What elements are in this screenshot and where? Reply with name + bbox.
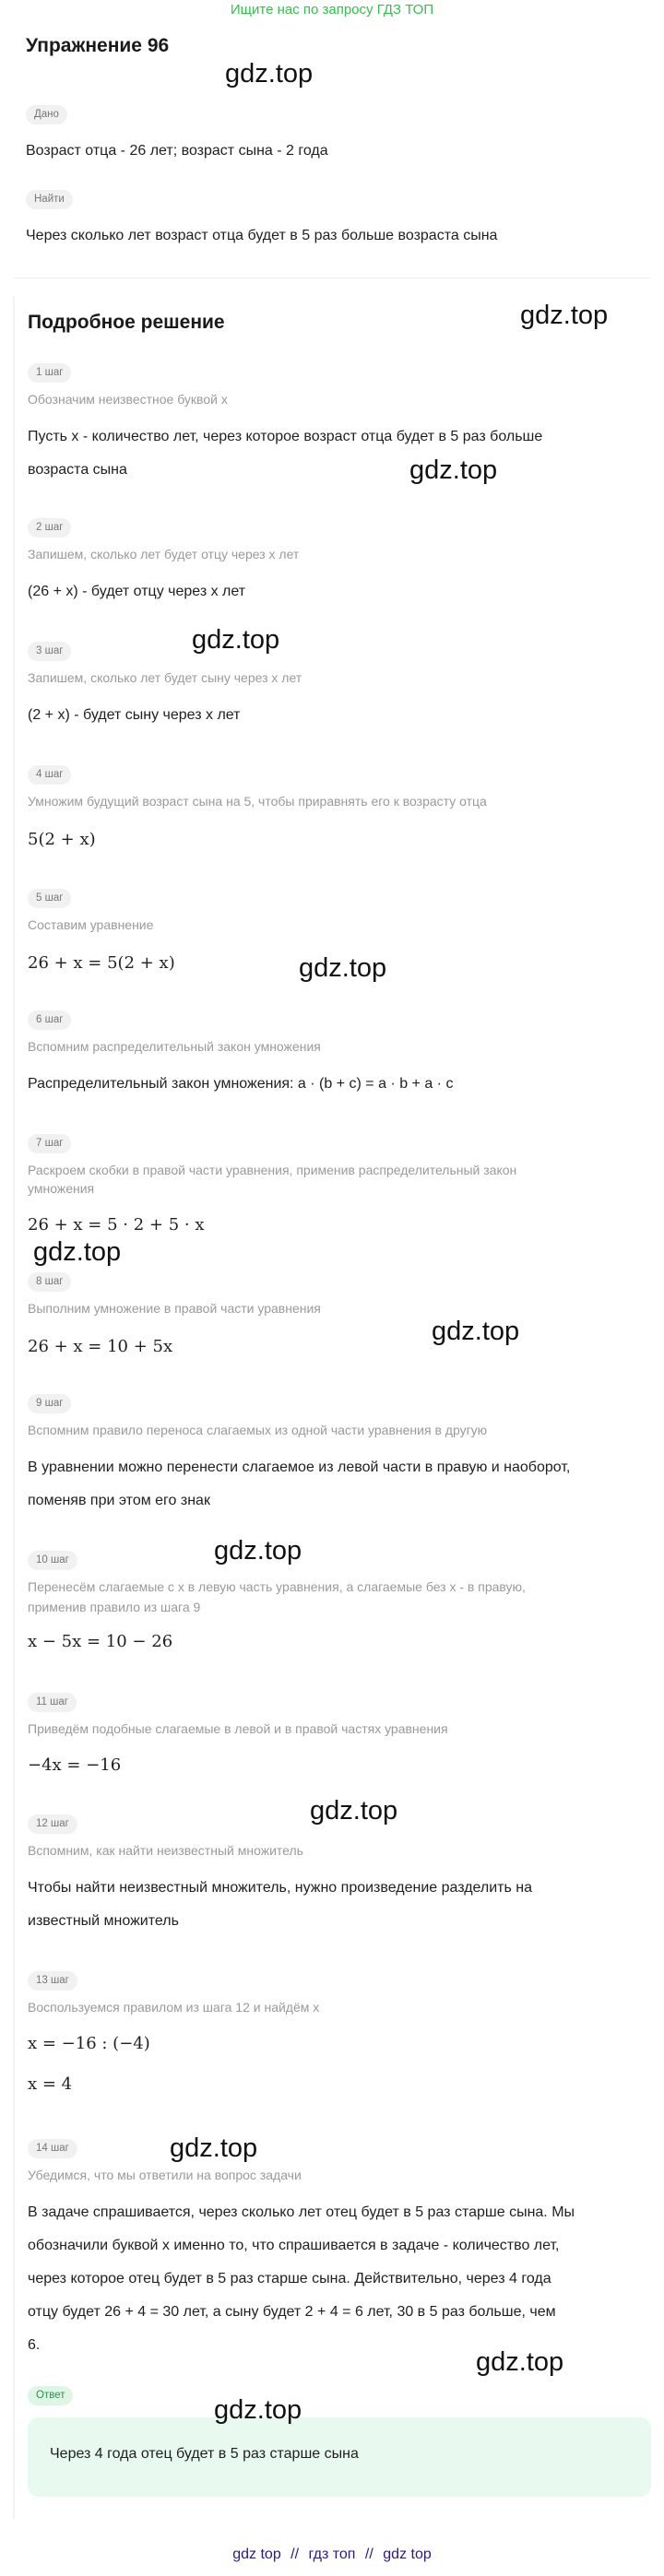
step-hint: Приведём подобные слагаемые в левой и в правой частях уравнения <box>28 1721 448 1736</box>
watermark: gdz.top <box>520 301 609 330</box>
step-chip: 13 шаг <box>28 1971 77 1991</box>
step-text: (2 + x) - будет сыну через x лет <box>28 707 241 723</box>
step-chip: 6 шаг <box>28 1010 71 1030</box>
step-formula: 26 + x = 10 + 5x <box>28 1337 173 1356</box>
step-formula: x = 4 <box>28 2074 73 2094</box>
watermark: gdz.top <box>409 455 498 485</box>
step-text: Распределительный закон умножения: a · (b + c) = a · b + a · c <box>28 1076 454 1092</box>
search-banner[interactable]: Ищите нас по запросу ГДЗ ТОП <box>230 2 434 18</box>
step-text: отцу будет 26 + 4 = 30 лет, а сыну будет 2 + 4 = 6 лет, 30 в 5 раз больше, чем <box>28 2304 556 2320</box>
solution-card <box>13 297 651 2519</box>
step-chip: 9 шаг <box>28 1394 71 1413</box>
step-text: В уравнении можно перенести слагаемое из левой части в правую и наоборот, <box>28 1459 571 1475</box>
step-chip: 12 шаг <box>28 1814 77 1834</box>
find-chip: Найти <box>26 190 73 209</box>
step-formula: x = −16 : (−4) <box>28 2034 150 2053</box>
watermark: gdz.top <box>33 1237 122 1267</box>
watermark: gdz.top <box>214 1536 302 1566</box>
step-hint: Составим уравнение <box>28 917 154 932</box>
step-chip: 4 шаг <box>28 765 71 785</box>
given-text: Возраст отца - 26 лет; возраст сына - 2 года <box>26 143 328 159</box>
watermark: gdz.top <box>310 1796 398 1826</box>
step-text: Пусть x - количество лет, через которое возраст отца будет в 5 раз больше <box>28 429 543 444</box>
exercise-title: Упражнение 96 <box>26 35 170 56</box>
step-text: 6. <box>28 2337 41 2353</box>
step-hint: Воспользуемся правилом из шага 12 и найдём x <box>28 2000 320 2015</box>
footer-link[interactable]: gdz top <box>232 2546 281 2562</box>
step-chip: 5 шаг <box>28 889 71 908</box>
step-formula: 26 + x = 5 · 2 + 5 · x <box>28 1215 205 1235</box>
step-hint: Умножим будущий возраст сына на 5, чтобы приравнять его к возрасту отца <box>28 794 487 809</box>
footer <box>0 2546 664 2563</box>
step-hint: Раскроем скобки в правой части уравнения, применив распределительный закон <box>28 1163 517 1177</box>
step-chip: 3 шаг <box>28 642 71 661</box>
watermark: gdz.top <box>299 953 387 983</box>
step-text: поменяв при этом его знак <box>28 1493 210 1508</box>
step-hint: Запишем, сколько лет будет сыну через x лет <box>28 670 302 685</box>
step-hint: Перенесём слагаемые с x в левую часть уравнения, а слагаемые без x - в правую, <box>28 1579 526 1594</box>
step-chip: 2 шаг <box>28 518 71 538</box>
footer-separator: // <box>290 2546 300 2562</box>
step-text: (26 + x) - будет отцу через x лет <box>28 584 246 599</box>
watermark: gdz.top <box>432 1317 520 1346</box>
step-formula: 26 + x = 5(2 + x) <box>28 953 175 973</box>
watermark: gdz.top <box>214 2395 302 2425</box>
step-chip: 8 шаг <box>28 1272 71 1292</box>
step-hint: Убедимся, что мы ответили на вопрос задачи <box>28 2168 302 2182</box>
step-chip: 11 шаг <box>28 1693 77 1712</box>
step-chip: 14 шаг <box>28 2139 77 2158</box>
step-text: через которое отец будет в 5 раз старше сына. Действительно, через 4 года <box>28 2271 551 2286</box>
step-hint: Запишем, сколько лет будет отцу через x лет <box>28 547 300 561</box>
step-hint: Выполним умножение в правой части уравнения <box>28 1301 321 1316</box>
step-text: известный множитель <box>28 1913 179 1929</box>
watermark: gdz.top <box>476 2347 564 2377</box>
step-hint: Обозначим неизвестное буквой x <box>28 392 228 407</box>
answer-text: Через 4 года отец будет в 5 раз старше сына <box>50 2446 359 2462</box>
step-formula: 5(2 + x) <box>28 830 96 849</box>
footer-link[interactable]: gdz top <box>383 2546 432 2562</box>
step-hint: Вспомним правило переноса слагаемых из одной части уравнения в другую <box>28 1423 488 1437</box>
solution-title: Подробное решение <box>28 312 225 333</box>
exercise-card <box>13 22 651 278</box>
step-text: обозначили буквой x именно то, что спрашивается в задаче - количество лет, <box>28 2238 560 2253</box>
step-hint: умножения <box>28 1181 95 1196</box>
step-formula: x − 5x = 10 − 26 <box>28 1632 173 1651</box>
step-chip: 10 шаг <box>28 1551 77 1570</box>
footer-link[interactable]: гдз топ <box>308 2546 356 2562</box>
step-chip: 7 шаг <box>28 1134 71 1153</box>
watermark: gdz.top <box>170 2133 258 2163</box>
answer-chip: Ответ <box>28 2386 73 2405</box>
step-hint: Вспомним, как найти неизвестный множитель <box>28 1843 303 1858</box>
step-text: возраста сына <box>28 462 127 478</box>
step-hint: Вспомним распределительный закон умножения <box>28 1039 321 1054</box>
footer-separator: // <box>364 2546 374 2562</box>
watermark: gdz.top <box>225 59 314 89</box>
answer-box <box>28 2417 651 2497</box>
step-text: В задаче спрашивается, через сколько лет отец будет в 5 раз старше сына. Мы <box>28 2204 575 2220</box>
find-text: Через сколько лет возраст отца будет в 5 раз больше возраста сына <box>26 228 498 243</box>
step-text: Чтобы найти неизвестный множитель, нужно произведение разделить на <box>28 1880 533 1896</box>
step-hint: применив правило из шага 9 <box>28 1600 201 1614</box>
step-chip: 1 шаг <box>28 363 71 383</box>
watermark: gdz.top <box>192 625 280 655</box>
given-chip: Дано <box>26 105 67 124</box>
step-formula: −4x = −16 <box>28 1755 122 1775</box>
